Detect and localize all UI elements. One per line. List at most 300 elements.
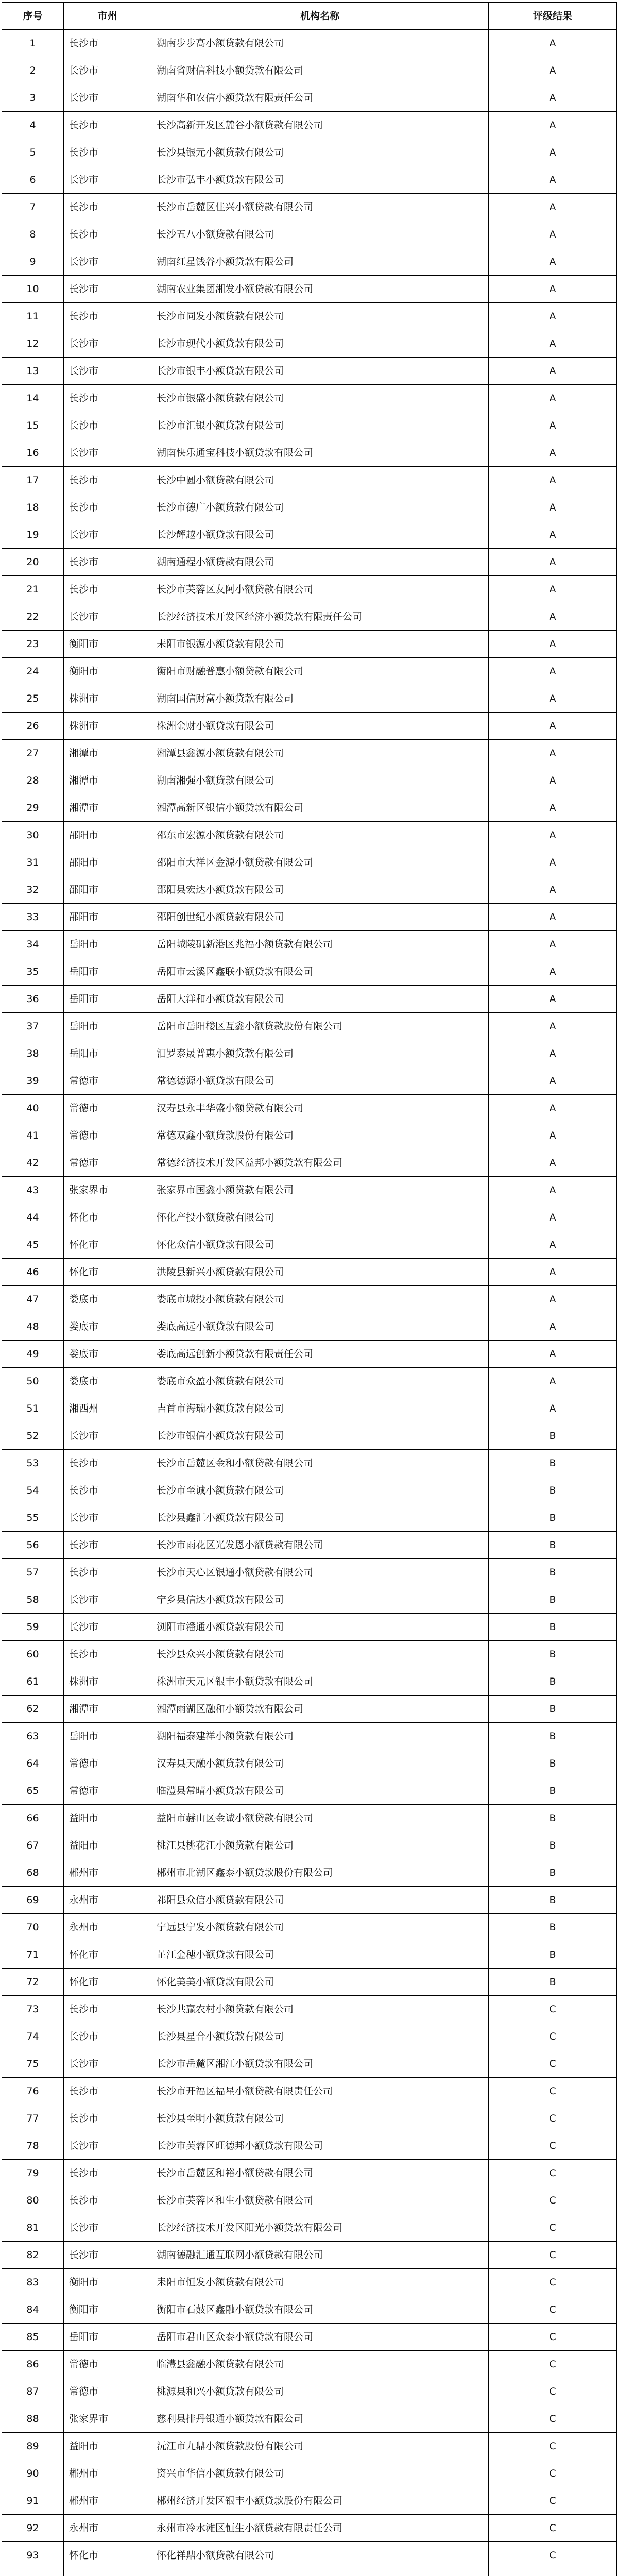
cell-name: 汉寿县永丰华盛小额贷款有限公司 [151,1095,489,1122]
table-row [2,822,617,849]
cell-no: 3 [2,84,64,112]
table-row [2,1422,617,1450]
cell-no: 71 [2,1941,64,1969]
cell-grade: A [489,1259,617,1286]
cell-city: 长沙市 [64,1641,151,1668]
cell-city: 娄底市 [64,1368,151,1395]
cell-grade: A [489,439,617,467]
cell-no: 87 [2,2378,64,2405]
cell-name: 娄底高远小额贷款有限公司 [151,1313,489,1341]
cell-city: 衡阳市 [64,2269,151,2296]
cell-no: 25 [2,685,64,713]
cell-grade: A [489,385,617,412]
cell-name: 张家界市国鑫小额贷款有限公司 [151,1177,489,1204]
cell-name: 永州市冷水滩区恒生小额贷款有限责任公司 [151,2515,489,2542]
cell-grade: A [489,1204,617,1231]
cell-city: 邵阳市 [64,876,151,904]
cell-grade: B [489,1450,617,1477]
table-row [2,2378,617,2405]
cell-name: 祁阳县众信小额贷款有限公司 [151,1887,489,1914]
rating-table [2,2,617,2576]
table-row [2,549,617,576]
cell-name: 湖南省财信科技小额贷款有限公司 [151,57,489,84]
cell-grade: A [489,1231,617,1259]
cell-name: 湖阳福泰建祥小额贷款有限公司 [151,1723,489,1750]
cell-name: 长沙市银盛小额贷款有限公司 [151,385,489,412]
cell-city: 长沙市 [64,276,151,303]
table-row [2,576,617,603]
cell-no: 67 [2,1832,64,1859]
table-row [2,1313,617,1341]
cell-no [2,2569,64,2576]
table-row [2,1149,617,1177]
table-row [2,2214,617,2242]
cell-grade: A [489,494,617,521]
cell-name: 长沙共赢农村小额贷款有限公司 [151,1996,489,2023]
cell-grade: C [489,2460,617,2487]
cell-city: 常德市 [64,2351,151,2378]
cell-city: 岳阳市 [64,931,151,958]
cell-city: 长沙市 [64,1477,151,1504]
cell-name: 湖南快乐通宝科技小额贷款有限公司 [151,439,489,467]
cell-name: 衡阳市石鼓区鑫融小额贷款有限公司 [151,2296,489,2324]
cell-no: 23 [2,631,64,658]
cell-name: 湖南湘强小额贷款有限公司 [151,767,489,794]
table-row [2,467,617,494]
table-row [2,1805,617,1832]
cell-grade: C [489,2351,617,2378]
cell-no: 19 [2,521,64,549]
cell-grade: B [489,1696,617,1723]
cell-name: 沅江市九鼎小额贷款股份有限公司 [151,2433,489,2460]
cell-grade: C [489,2542,617,2569]
cell-name: 岳阳市君山区众泰小额贷款有限公司 [151,2324,489,2351]
table-row [2,1368,617,1395]
cell-no: 70 [2,1914,64,1941]
cell-city: 永州市 [64,2515,151,2542]
cell-name: 长沙市汇银小额贷款有限公司 [151,412,489,439]
cell-city: 长沙市 [64,603,151,631]
cell-grade: B [489,1422,617,1450]
cell-city: 常德市 [64,1149,151,1177]
cell-name: 桃源县和兴小额贷款有限公司 [151,2378,489,2405]
table-row [2,194,617,221]
cell-grade: A [489,139,617,166]
table-row [2,276,617,303]
cell-city: 长沙市 [64,576,151,603]
table-row [2,2433,617,2460]
cell-grade: A [489,822,617,849]
table-row [2,221,617,248]
cell-name: 长沙辉越小额贷款有限公司 [151,521,489,549]
table-row [2,2296,617,2324]
cell-grade: A [489,57,617,84]
table-row [2,958,617,986]
table-row [2,1504,617,1532]
table-row [2,1067,617,1095]
cell-grade: B [489,1723,617,1750]
cell-city: 永州市 [64,1914,151,1941]
cell-grade: A [489,1177,617,1204]
table-row [2,2405,617,2433]
cell-grade: A [489,876,617,904]
cell-city: 长沙市 [64,248,151,276]
cell-grade: A [489,958,617,986]
cell-no: 49 [2,1341,64,1368]
cell-grade: A [489,1341,617,1368]
cell-grade: B [489,1887,617,1914]
cell-city: 怀化市 [64,1204,151,1231]
cell-name: 宁乡县信达小额贷款有限公司 [151,1586,489,1614]
cell-name: 长沙县至明小额贷款有限公司 [151,2105,489,2132]
cell-name: 湖南华和农信小额贷款有限责任公司 [151,84,489,112]
cell-grade: A [489,1368,617,1395]
cell-no: 80 [2,2187,64,2214]
cell-name: 长沙市芙蓉区友阿小额贷款有限公司 [151,576,489,603]
table-row [2,1231,617,1259]
cell-grade: B [489,1532,617,1559]
cell-city: 株洲市 [64,713,151,740]
cell-name: 长沙市至诚小额贷款有限公司 [151,1477,489,1504]
cell-city: 张家界市 [64,2405,151,2433]
cell-grade: B [489,1641,617,1668]
table-row [2,876,617,904]
cell-grade: A [489,931,617,958]
cell-city: 邵阳市 [64,822,151,849]
cell-name: 郴州经济开发区银丰小额贷款股份有限公司 [151,2487,489,2515]
table-row [2,1095,617,1122]
cell-name: 吉首市海瑞小额贷款有限公司 [151,1395,489,1422]
table-row [2,1668,617,1696]
cell-grade: C [489,2405,617,2433]
cell-grade: A [489,276,617,303]
table-row [2,740,617,767]
cell-city: 长沙市 [64,194,151,221]
cell-grade: A [489,1067,617,1095]
cell-no: 45 [2,1231,64,1259]
cell-no: 33 [2,904,64,931]
cell-no: 79 [2,2160,64,2187]
cell-city: 益阳市 [64,2433,151,2460]
cell-city: 常德市 [64,1095,151,1122]
cell-name: 长沙市德广小额贷款有限公司 [151,494,489,521]
table-row [2,412,617,439]
cell-name: 湖南国信财富小额贷款有限公司 [151,685,489,713]
cell-grade: C [489,2132,617,2160]
cell-city: 长沙市 [64,1996,151,2023]
cell-grade: A [489,1313,617,1341]
cell-grade: C [489,2515,617,2542]
cell-city: 长沙市 [64,2050,151,2078]
cell-name: 慈利县排丹银通小额贷款有限公司 [151,2405,489,2433]
cell-no: 50 [2,1368,64,1395]
cell-city: 常德市 [64,1122,151,1149]
cell-city: 邵阳市 [64,849,151,876]
cell-city: 娄底市 [64,1341,151,1368]
table-row [2,2569,617,2576]
cell-grade: B [489,1668,617,1696]
cell-no: 41 [2,1122,64,1149]
cell-city: 株洲市 [64,685,151,713]
cell-name: 湘潭雨湖区融和小额贷款有限公司 [151,1696,489,1723]
cell-name: 桃江县桃花江小额贷款有限公司 [151,1832,489,1859]
cell-city: 邵阳市 [64,904,151,931]
cell-grade: A [489,658,617,685]
cell-city: 长沙市 [64,521,151,549]
cell-no: 7 [2,194,64,221]
cell-grade: A [489,1095,617,1122]
cell-name: 洪陵县新兴小额贷款有限公司 [151,1259,489,1286]
cell-city: 长沙市 [64,330,151,358]
cell-grade: B [489,1504,617,1532]
table-row [2,2324,617,2351]
cell-city: 长沙市 [64,439,151,467]
cell-name: 长沙县银元小额贷款有限公司 [151,139,489,166]
cell-city: 长沙市 [64,2214,151,2242]
cell-name: 湖南德融汇通互联网小额贷款有限公司 [151,2242,489,2269]
cell-name: 怀化美美小额贷款有限公司 [151,1969,489,1996]
cell-grade: A [489,713,617,740]
table-row [2,1723,617,1750]
cell-no: 31 [2,849,64,876]
table-row [2,1614,617,1641]
table-row [2,2078,617,2105]
table-row [2,1259,617,1286]
table-row [2,248,617,276]
cell-grade: B [489,1832,617,1859]
cell-grade: A [489,521,617,549]
cell-grade: A [489,1395,617,1422]
cell-name: 资兴市华信小额贷款有限公司 [151,2460,489,2487]
cell-city: 长沙市 [64,303,151,330]
cell-grade: A [489,248,617,276]
cell-no: 13 [2,358,64,385]
cell-no: 18 [2,494,64,521]
cell-grade: A [489,166,617,194]
cell-grade: C [489,2324,617,2351]
cell-city: 益阳市 [64,1805,151,1832]
table-row [2,2187,617,2214]
cell-name: 宁远县宁发小额贷款有限公司 [151,1914,489,1941]
cell-no: 61 [2,1668,64,1696]
cell-name: 汉寿县天融小额贷款有限公司 [151,1750,489,1777]
cell-city: 长沙市 [64,2160,151,2187]
cell-grade: C [489,2242,617,2269]
cell-name: 长沙市弘丰小额贷款有限公司 [151,166,489,194]
cell-grade: C [489,2214,617,2242]
table-row [2,1532,617,1559]
cell-city: 长沙市 [64,57,151,84]
cell-name: 长沙五八小额贷款有限公司 [151,221,489,248]
cell-name: 株洲市天元区银丰小额贷款有限公司 [151,1668,489,1696]
cell-grade: A [489,1013,617,1040]
table-row [2,1641,617,1668]
cell-no: 65 [2,1777,64,1805]
cell-grade: C [489,2160,617,2187]
cell-grade: A [489,904,617,931]
table-row [2,2351,617,2378]
table-row [2,1750,617,1777]
cell-name: 长沙市芙蓉区和生小额贷款有限公司 [151,2187,489,2214]
cell-grade: C [489,2078,617,2105]
cell-name: 常德双鑫小额贷款股份有限公司 [151,1122,489,1149]
cell-no: 85 [2,2324,64,2351]
cell-city: 长沙市 [64,2105,151,2132]
cell-no: 66 [2,1805,64,1832]
table-row [2,1887,617,1914]
cell-city: 永州市 [64,1887,151,1914]
table-row [2,904,617,931]
cell-city: 长沙市 [64,221,151,248]
cell-no: 69 [2,1887,64,1914]
cell-name: 长沙市岳麓区金和小额贷款有限公司 [151,1450,489,1477]
cell-city: 岳阳市 [64,2324,151,2351]
cell-grade: A [489,1149,617,1177]
cell-city: 长沙市 [64,494,151,521]
cell-city: 长沙市 [64,2132,151,2160]
cell-no: 43 [2,1177,64,1204]
cell-city: 益阳市 [64,1832,151,1859]
cell-grade: C [489,2050,617,2078]
cell-city: 长沙市 [64,2023,151,2050]
cell-no: 48 [2,1313,64,1341]
cell-name: 株洲金财小额贷款有限公司 [151,713,489,740]
cell-grade: A [489,84,617,112]
table-row [2,112,617,139]
cell-name: 长沙市岳麓区佳兴小额贷款有限公司 [151,194,489,221]
cell-name: 邵东市宏源小额贷款有限公司 [151,822,489,849]
cell-no: 73 [2,1996,64,2023]
table-row [2,30,617,57]
cell-no: 77 [2,2105,64,2132]
cell-no: 26 [2,713,64,740]
cell-grade: A [489,30,617,57]
cell-no: 46 [2,1259,64,1286]
cell-name: 长沙市开福区福星小额贷款有限责任公司 [151,2078,489,2105]
cell-city: 怀化市 [64,1259,151,1286]
cell-city: 长沙市 [64,1586,151,1614]
table-row [2,986,617,1013]
table-row [2,1777,617,1805]
table-row [2,1996,617,2023]
cell-city: 常德市 [64,1067,151,1095]
cell-name: 常德德源小额贷款有限公司 [151,1067,489,1095]
table-row [2,849,617,876]
table-row [2,2542,617,2569]
cell-city: 郴州市 [64,2487,151,2515]
cell-no: 90 [2,2460,64,2487]
cell-grade: A [489,330,617,358]
table-row [2,713,617,740]
cell-grade: A [489,685,617,713]
cell-no: 35 [2,958,64,986]
cell-name: 邵阳市大祥区金源小额贷款有限公司 [151,849,489,876]
cell-city: 衡阳市 [64,631,151,658]
cell-name: 湘潭高新区银信小额贷款有限公司 [151,794,489,822]
cell-name: 耒阳市恒发小额贷款有限公司 [151,2269,489,2296]
table-row [2,1204,617,1231]
cell-city: 长沙市 [64,1559,151,1586]
cell-no: 86 [2,2351,64,2378]
table-row [2,358,617,385]
table-row [2,767,617,794]
cell-grade: A [489,794,617,822]
cell-name: 湖南农业集团湘发小额贷款有限公司 [151,276,489,303]
cell-no: 32 [2,876,64,904]
table-row [2,139,617,166]
cell-city: 长沙市 [64,1504,151,1532]
table-row [2,1450,617,1477]
cell-name: 岳阳大洋和小额贷款有限公司 [151,986,489,1013]
cell-name: 怀化祥鼎小额贷款有限公司 [151,2542,489,2569]
cell-city: 湘潭市 [64,740,151,767]
cell-city: 岳阳市 [64,1040,151,1067]
cell-no: 59 [2,1614,64,1641]
cell-name: 汨罗泰晟普惠小额贷款有限公司 [151,1040,489,1067]
cell-no: 53 [2,1450,64,1477]
cell-grade: C [489,2187,617,2214]
table-row [2,385,617,412]
cell-city: 衡阳市 [64,658,151,685]
cell-city: 长沙市 [64,2242,151,2269]
cell-city: 长沙市 [64,1532,151,1559]
cell-grade: C [489,2269,617,2296]
cell-no: 62 [2,1696,64,1723]
cell-city: 长沙市 [64,30,151,57]
cell-no: 92 [2,2515,64,2542]
cell-no: 34 [2,931,64,958]
cell-grade: A [489,740,617,767]
cell-city: 湘潭市 [64,794,151,822]
cell-city: 株洲市 [64,1668,151,1696]
cell-city: 怀化市 [64,1941,151,1969]
cell-grade: B [489,1914,617,1941]
cell-city: 怀化市 [64,2542,151,2569]
cell-grade: C [489,2296,617,2324]
cell-grade: A [489,358,617,385]
cell-city: 娄底市 [64,1286,151,1313]
table-header [2,3,617,30]
cell-name: 芷江金穗小额贷款有限公司 [151,1941,489,1969]
cell-name: 怀化众信小额贷款有限公司 [151,1231,489,1259]
cell-grade: A [489,767,617,794]
cell-no: 1 [2,30,64,57]
cell-no: 54 [2,1477,64,1504]
cell-name: 娄底市众盈小额贷款有限公司 [151,1368,489,1395]
header-name: 机构名称 [151,3,489,30]
table-row [2,1941,617,1969]
cell-city: 长沙市 [64,1450,151,1477]
cell-city: 湘潭市 [64,1696,151,1723]
cell-grade: B [489,1777,617,1805]
table-row [2,84,617,112]
cell-grade: C [489,2023,617,2050]
cell-no: 14 [2,385,64,412]
table-row [2,494,617,521]
cell-name: 长沙县星合小额贷款有限公司 [151,2023,489,2050]
cell-grade: A [489,849,617,876]
cell-no: 21 [2,576,64,603]
cell-name: 湖南通程小额贷款有限公司 [151,549,489,576]
cell-grade: B [489,1969,617,1996]
cell-grade: A [489,1122,617,1149]
table-row [2,2023,617,2050]
cell-no: 36 [2,986,64,1013]
cell-city [64,2569,151,2576]
table-row [2,439,617,467]
cell-no: 40 [2,1095,64,1122]
cell-name: 娄底高远创新小额贷款有限责任公司 [151,1341,489,1368]
